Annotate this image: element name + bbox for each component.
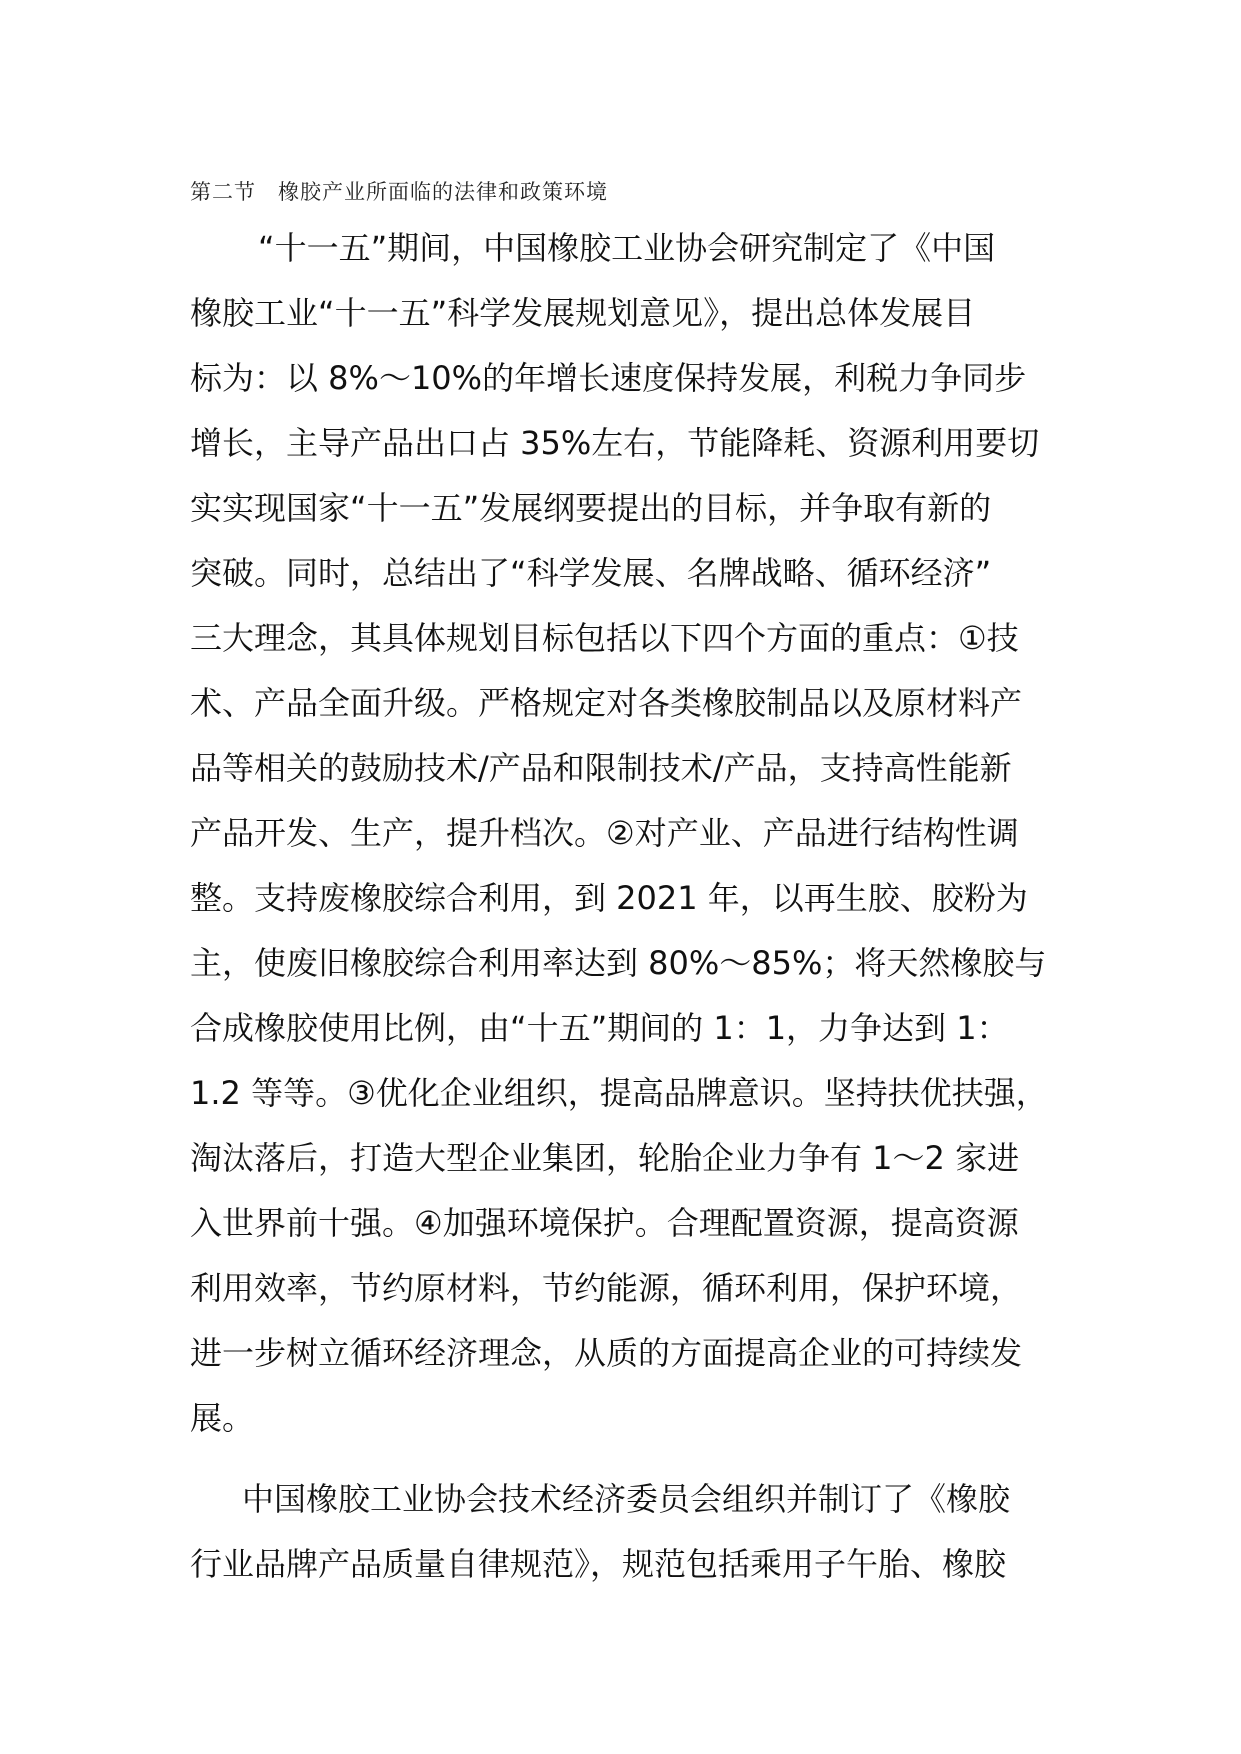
- text-line: 行业品牌产品质量自律规范》，规范包括乘用子午胎、橡胶: [190, 1545, 1007, 1583]
- text-line: 合成橡胶使用比例，由“十五”期间的 1：1，力争达到 1：: [190, 1009, 1009, 1047]
- text-line: 利用效率，节约原材料，节约能源，循环利用，保护环境，: [190, 1269, 1023, 1307]
- paragraph: [190, 216, 1058, 1451]
- text-line: 中国橡胶工业协会技术经济委员会组织并制订了《橡胶: [242, 1480, 1011, 1518]
- text-line: 入世界前十强。④加强环境保护。合理配置资源，提高资源: [190, 1204, 1019, 1242]
- paragraph: [190, 1467, 1058, 1597]
- document-body: [190, 216, 1058, 1597]
- text-line: 术、产品全面升级。严格规定对各类橡胶制品以及原材料产: [190, 684, 1023, 722]
- text-line: “十一五”期间，中国橡胶工业协会研究制定了《中国: [258, 229, 996, 267]
- text-line: 品等相关的鼓励技术/产品和限制技术/产品，支持高性能新: [190, 749, 1012, 787]
- text-line: 展。: [190, 1399, 255, 1437]
- text-line: 三大理念，其具体规划目标包括以下四个方面的重点：①技: [190, 619, 1019, 657]
- text-line: 主，使废旧橡胶综合利用率达到 80%～85%；将天然橡胶与: [190, 944, 1047, 982]
- text-line: 产品开发、生产，提升档次。②对产业、产品进行结构性调: [190, 814, 1019, 852]
- text-line: 实实现国家“十一五”发展纲要提出的目标，并争取有新的: [190, 489, 992, 527]
- text-line: 进一步树立循环经济理念，从质的方面提高企业的可持续发: [190, 1334, 1023, 1372]
- text-line: 橡胶工业“十一五”科学发展规划意见》，提出总体发展目: [190, 294, 976, 332]
- text-line: 增长，主导产品出口占 35%左右，节能降耗、资源利用要切: [190, 424, 1040, 462]
- text-line: 标为：以 8%～10%的年增长速度保持发展，利税力争同步: [190, 359, 1027, 397]
- text-line: 整。支持废橡胶综合利用，到 2021 年，以再生胶、胶粉为: [190, 879, 1028, 917]
- section-heading: 第二节 橡胶产业所面临的法律和政策环境: [190, 180, 608, 204]
- text-line: 突破。同时，总结出了“科学发展、名牌战略、循环经济”: [190, 554, 992, 592]
- text-line: 淘汰落后，打造大型企业集团，轮胎企业力争有 1～2 家进: [190, 1139, 1020, 1177]
- text-line: 1.2 等等。③优化企业组织，提高品牌意识。坚持扶优扶强，: [190, 1074, 1048, 1112]
